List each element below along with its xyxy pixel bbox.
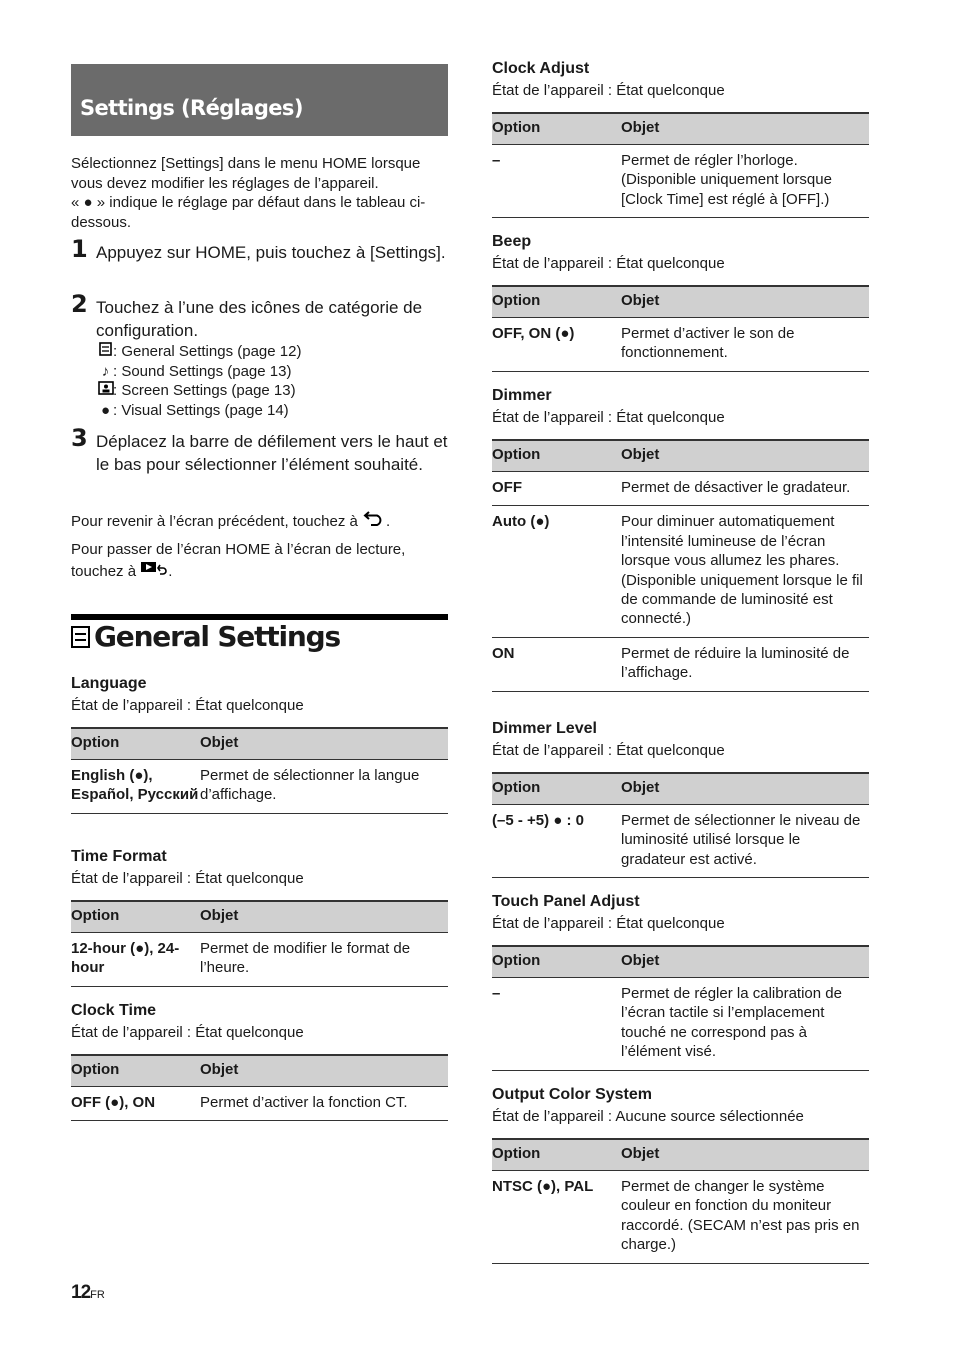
step-number: 1 xyxy=(71,235,88,263)
category-item xyxy=(98,362,448,382)
objet-cell: Permet de réduire la luminosité de l’affichage. xyxy=(621,637,869,691)
category-item xyxy=(98,381,448,401)
option-cell: Auto (●) xyxy=(492,506,621,637)
table-header-row xyxy=(71,728,448,760)
section-state: État de l’appareil : État quelconque xyxy=(492,915,725,932)
clock-time-section xyxy=(71,1000,448,1121)
category-label: : Visual Settings (page 14) xyxy=(113,401,289,419)
back-arrow-icon xyxy=(362,510,386,532)
objet-header: Objet xyxy=(621,440,869,472)
option-header: Option xyxy=(492,773,621,805)
section-title: Dimmer xyxy=(492,387,552,404)
option-table xyxy=(492,772,869,878)
table-header-row xyxy=(492,113,869,145)
section-state: État de l’appareil : État quelconque xyxy=(492,82,725,99)
step-2 xyxy=(71,290,448,420)
option-header: Option xyxy=(492,946,621,978)
objet-header: Objet xyxy=(200,1055,448,1087)
dimmer-section xyxy=(492,385,869,692)
general-settings-icon xyxy=(71,626,90,648)
section-title: Language xyxy=(71,675,147,692)
table-row xyxy=(492,318,869,372)
step-text: Déplacez la barre de défilement vers le haut et le bas pour sélectionner l’élément souhaité. xyxy=(96,432,448,474)
playback-note-text: Pour passer de l’écran HOME à l’écran de lecture, touchez à xyxy=(71,541,406,580)
option-cell: OFF (●), ON xyxy=(71,1087,200,1121)
section-state: État de l’appareil : État quelconque xyxy=(492,742,725,759)
touch-panel-adjust-section xyxy=(492,891,869,1071)
sound-settings-icon: ♪ xyxy=(101,362,110,380)
section-title: Beep xyxy=(492,233,532,250)
section-state: État de l’appareil : État quelconque xyxy=(492,409,725,426)
table-row xyxy=(492,472,869,506)
option-table xyxy=(71,900,448,987)
section-title: Output Color System xyxy=(492,1086,653,1103)
objet-header: Objet xyxy=(200,728,448,760)
category-label: : General Settings (page 12) xyxy=(113,343,302,360)
table-header-row xyxy=(492,1139,869,1171)
option-cell: 12-hour (●), 24-hour xyxy=(71,933,200,987)
option-table xyxy=(492,1138,869,1264)
section-state: État de l’appareil : Aucune source sélectionnée xyxy=(492,1108,804,1125)
option-cell: – xyxy=(492,145,621,218)
intro-line-1: Sélectionnez [Settings] dans le menu HOME lorsque vous devez modifier les réglages de l’appareil. xyxy=(71,155,421,192)
page-number xyxy=(71,1282,105,1304)
section-state: État de l’appareil : État quelconque xyxy=(492,255,725,272)
section-title: Time Format xyxy=(71,848,167,865)
option-table xyxy=(492,945,869,1071)
playback-note xyxy=(71,540,448,582)
time-format-section xyxy=(71,846,448,987)
step-1 xyxy=(71,235,448,264)
settings-banner xyxy=(71,64,448,136)
table-header-row xyxy=(492,946,869,978)
option-header: Option xyxy=(71,1055,200,1087)
table-row xyxy=(492,637,869,691)
option-cell: English (●), Español, Русский xyxy=(71,760,200,814)
category-item xyxy=(98,401,448,421)
section-state: État de l’appareil : État quelconque xyxy=(71,1024,304,1041)
option-cell: ON xyxy=(492,637,621,691)
objet-cell: Permet de changer le système couleur en fonction du moniteur raccordé. (SECAM n’est pas pris en charge.) xyxy=(621,1171,869,1264)
option-header: Option xyxy=(71,901,200,933)
table-header-row xyxy=(492,773,869,805)
section-title: Clock Adjust xyxy=(492,60,590,77)
objet-cell: Permet de sélectionner le niveau de luminosité utilisé lorsque le gradateur est activé. xyxy=(621,805,869,878)
back-note xyxy=(71,510,448,532)
objet-cell: Permet de modifier le format de l’heure. xyxy=(200,933,448,987)
option-header: Option xyxy=(492,286,621,318)
step-3 xyxy=(71,424,448,476)
section-title: Clock Time xyxy=(71,1002,157,1019)
option-cell: – xyxy=(492,978,621,1071)
playback-note-end: . xyxy=(168,563,173,580)
option-cell: NTSC (●), PAL xyxy=(492,1171,621,1264)
output-color-system-section xyxy=(492,1084,869,1264)
option-table xyxy=(492,112,869,218)
back-note-end: . xyxy=(386,513,391,530)
category-item xyxy=(98,342,448,362)
option-cell: (–5 - +5) ● : 0 xyxy=(492,805,621,878)
objet-header: Objet xyxy=(621,286,869,318)
option-header: Option xyxy=(71,728,200,760)
playback-screen-icon xyxy=(140,560,168,582)
objet-cell: Permet d’activer le son de fonctionnement. xyxy=(621,318,869,372)
objet-cell: Permet de régler l’horloge. (Disponible uniquement lorsque [Clock Time] est réglé à [OFF].) xyxy=(621,145,869,218)
table-row xyxy=(492,145,869,218)
general-settings-icon xyxy=(98,342,113,362)
option-header: Option xyxy=(492,113,621,145)
visual-settings-icon: ● xyxy=(100,401,111,419)
table-header-row xyxy=(71,901,448,933)
section-state: État de l’appareil : État quelconque xyxy=(71,870,304,887)
section-title: Touch Panel Adjust xyxy=(492,893,640,910)
option-header: Option xyxy=(492,440,621,472)
settings-title: Settings (Réglages) xyxy=(80,96,303,120)
page-language: FR xyxy=(90,1289,105,1301)
option-table xyxy=(492,285,869,372)
option-cell: OFF, ON (●) xyxy=(492,318,621,372)
objet-cell: Pour diminuer automatiquement l’intensité lumineuse de l’écran lorsque vous allumez les phares. (Disponible uniquement lorsque le fil de commande de luminosité est connecté.) xyxy=(621,506,869,637)
screen-settings-icon xyxy=(98,381,113,401)
section-title: Dimmer Level xyxy=(492,720,597,737)
objet-header: Objet xyxy=(621,946,869,978)
step-number: 3 xyxy=(71,424,88,452)
objet-header: Objet xyxy=(200,901,448,933)
table-header-row xyxy=(492,286,869,318)
objet-cell: Permet de sélectionner la langue d’affichage. xyxy=(200,760,448,814)
table-row xyxy=(71,933,448,987)
option-table xyxy=(492,439,869,692)
objet-header: Objet xyxy=(621,113,869,145)
category-list xyxy=(98,342,448,420)
step-number: 2 xyxy=(71,290,88,318)
objet-cell: Permet de désactiver le gradateur. xyxy=(621,472,869,506)
category-label: : Sound Settings (page 13) xyxy=(113,362,292,380)
objet-header: Objet xyxy=(621,773,869,805)
option-table xyxy=(71,1054,448,1121)
language-section xyxy=(71,673,448,814)
option-header: Option xyxy=(492,1139,621,1171)
dimmer-level-section xyxy=(492,718,869,878)
table-row xyxy=(71,1087,448,1121)
back-note-text: Pour revenir à l’écran précédent, touchez à xyxy=(71,513,358,530)
option-table xyxy=(71,727,448,814)
table-row xyxy=(492,1171,869,1264)
beep-section xyxy=(492,231,869,372)
page-number-value: 12 xyxy=(71,1282,91,1303)
table-row xyxy=(71,760,448,814)
step-text: Touchez à l’une des icônes de catégorie de configuration. xyxy=(96,298,423,340)
category-label: : Screen Settings (page 13) xyxy=(113,382,296,399)
table-header-row xyxy=(71,1055,448,1087)
objet-header: Objet xyxy=(621,1139,869,1171)
objet-cell: Permet de régler la calibration de l’écran tactile si l’emplacement touché ne correspond pas à l’élément visé. xyxy=(621,978,869,1071)
general-settings-heading xyxy=(71,620,340,653)
table-row xyxy=(492,506,869,637)
objet-cell: Permet d’activer la fonction CT. xyxy=(200,1087,448,1121)
intro-text xyxy=(71,154,448,232)
option-cell: OFF xyxy=(492,472,621,506)
step-text: Appuyez sur HOME, puis touchez à [Settings]. xyxy=(96,243,446,262)
general-settings-title: General Settings xyxy=(94,620,340,653)
table-header-row xyxy=(492,440,869,472)
clock-adjust-section xyxy=(492,58,869,218)
intro-line-2: « ● » indique le réglage par défaut dans le tableau ci-dessous. xyxy=(71,194,426,231)
section-state: État de l’appareil : État quelconque xyxy=(71,697,304,714)
table-row xyxy=(492,978,869,1071)
table-row xyxy=(492,805,869,878)
